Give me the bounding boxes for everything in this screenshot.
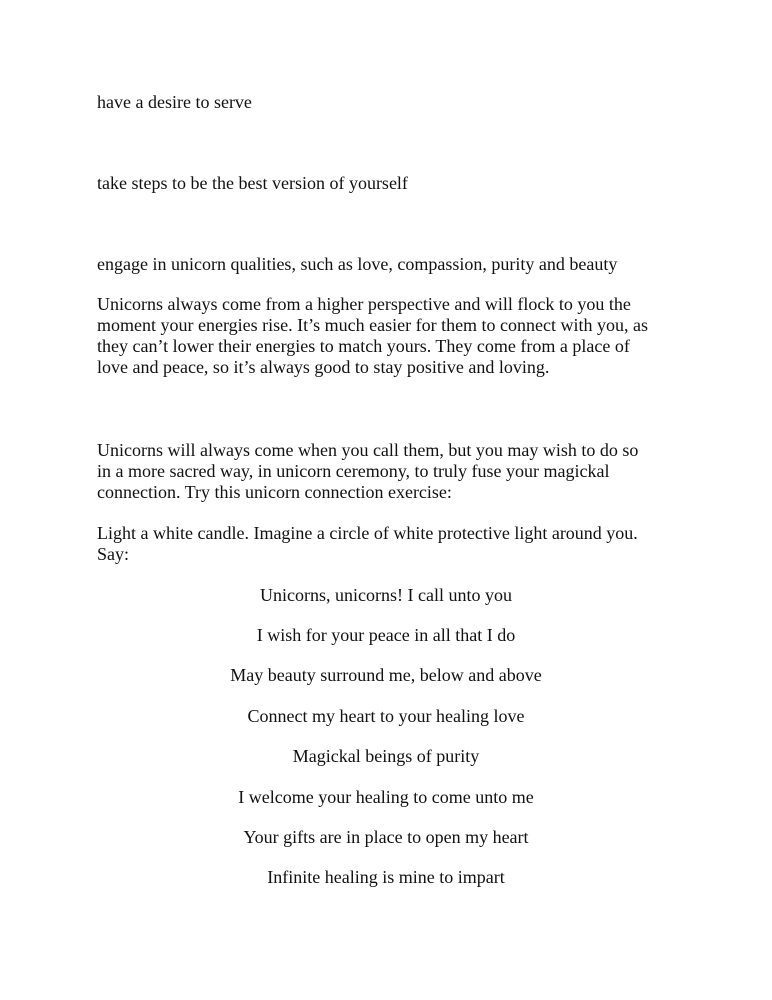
paragraph-line: they can’t lower their energies to match yours. They come from a place of: [97, 336, 630, 356]
verse-line-4: Connect my heart to your healing love: [247, 706, 525, 726]
paragraph-line: love and peace, so it’s always good to stay positive and loving.: [97, 357, 550, 377]
paragraph-line: Unicorns always come from a higher perspective and will flock to you the: [97, 294, 631, 314]
paragraph-line: Unicorns will always come when you call them, but you may wish to do so: [97, 440, 639, 460]
paragraph-higher-perspective: [97, 294, 677, 378]
verse-line-2: I wish for your peace in all that I do: [256, 625, 516, 645]
paragraph-line: connection. Try this unicorn connection exercise:: [97, 482, 452, 502]
verse-line-1: Unicorns, unicorns! I call unto you: [260, 585, 512, 605]
verse-line-6: I welcome your healing to come unto me: [238, 787, 534, 807]
paragraph-instructions: [97, 523, 677, 565]
paragraph-line: Say:: [97, 544, 130, 564]
verse-line-8: Infinite healing is mine to impart: [267, 867, 505, 887]
paragraph-line: in a more sacred way, in unicorn ceremony, to truly fuse your magickal: [97, 461, 610, 481]
list-item-serve: have a desire to serve: [97, 92, 252, 112]
verse-line-3: May beauty surround me, below and above: [230, 665, 542, 685]
list-item-best-version: take steps to be the best version of yourself: [97, 173, 408, 193]
paragraph-line: Light a white candle. Imagine a circle of white protective light around you.: [97, 523, 638, 543]
paragraph-line: moment your energies rise. It’s much easier for them to connect with you, as: [97, 315, 649, 335]
paragraph-call-unicorns: [97, 440, 677, 503]
list-item-unicorn-qualities: engage in unicorn qualities, such as love, compassion, purity and beauty: [97, 254, 618, 274]
verse-line-5: Magickal beings of purity: [292, 746, 480, 766]
verse-line-7: Your gifts are in place to open my heart: [243, 827, 529, 847]
